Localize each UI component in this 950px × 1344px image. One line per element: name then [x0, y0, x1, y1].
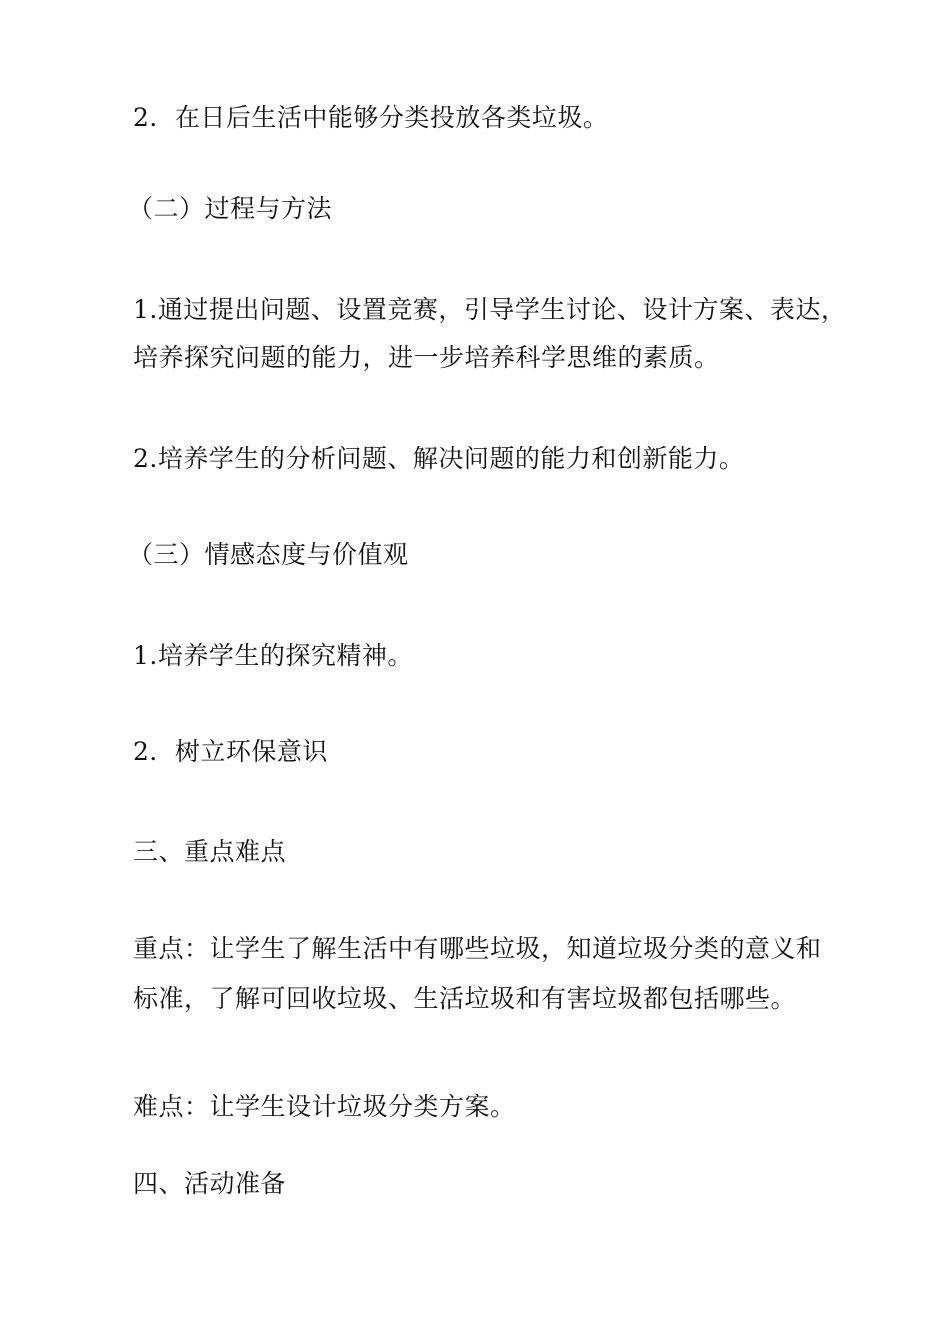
section-key-points-heading: 三、重点难点	[133, 837, 287, 866]
process-item-1-line-2: 培养探究问题的能力，进一步培养科学思维的素质。	[133, 343, 720, 372]
section-process-method-heading: （二）过程与方法	[128, 194, 333, 223]
process-item-2: 2.培养学生的分析问题、解决问题的能力和创新能力。	[133, 444, 745, 473]
emotion-item-1: 1.培养学生的探究精神。	[133, 641, 413, 670]
emotion-item-2: 2．树立环保意识	[133, 737, 328, 766]
key-point-line-2: 标准，了解可回收垃圾、生活垃圾和有害垃圾都包括哪些。	[133, 984, 797, 1013]
section-emotion-values-heading: （三）情感态度与价值观	[128, 540, 409, 569]
section-activity-prep-heading: 四、活动准备	[133, 1169, 287, 1198]
key-point-line-1: 重点：让学生了解生活中有哪些垃圾，知道垃圾分类的意义和	[133, 934, 822, 963]
process-item-1-line-1: 1.通过提出问题、设置竞赛，引导学生讨论、设计方案、表达，	[133, 295, 847, 324]
objective-knowledge-item-2: 2．在日后生活中能够分类投放各类垃圾。	[133, 103, 609, 132]
difficult-point: 难点：让学生设计垃圾分类方案。	[133, 1092, 516, 1121]
